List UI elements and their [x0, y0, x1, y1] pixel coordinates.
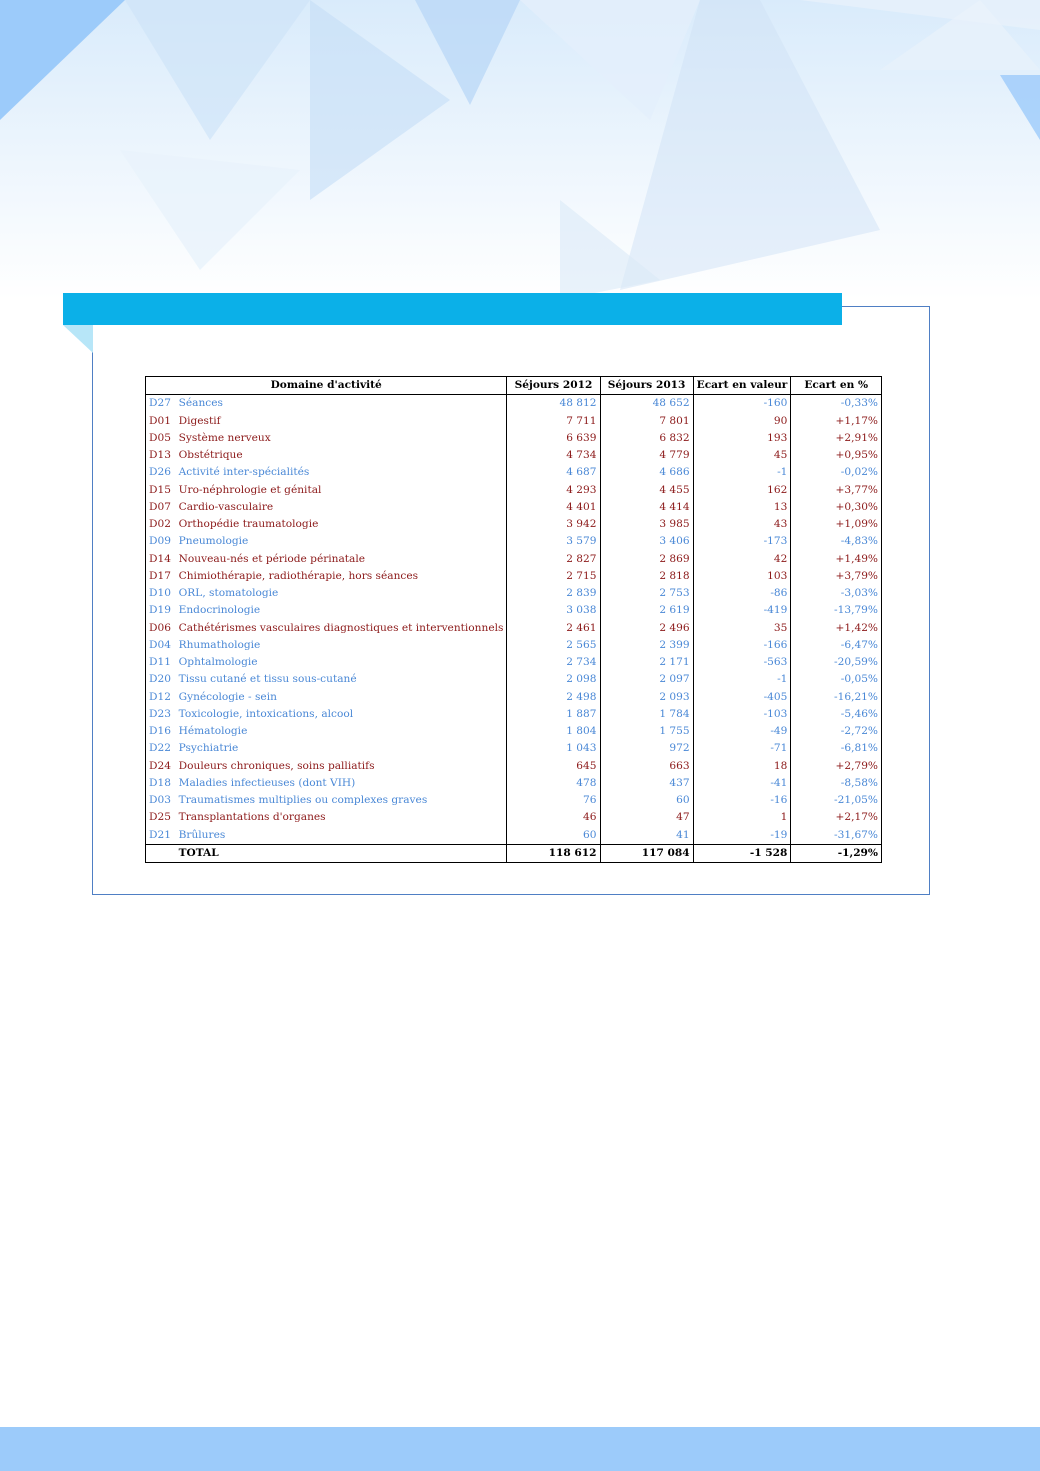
- table-row: [146, 637, 882, 654]
- row-sejours-2013: 2 097: [600, 671, 693, 688]
- row-ecart-pct: -4,83%: [791, 533, 882, 550]
- row-ecart-valeur: -173: [693, 533, 791, 550]
- table-row: [146, 792, 882, 809]
- table-row: [146, 827, 882, 845]
- row-ecart-pct: -0,02%: [791, 464, 882, 481]
- row-sejours-2013: 2 753: [600, 585, 693, 602]
- row-code: D16: [146, 723, 176, 740]
- row-code: D02: [146, 516, 176, 533]
- row-ecart-valeur: 43: [693, 516, 791, 533]
- table-row: [146, 758, 882, 775]
- table-row: [146, 775, 882, 792]
- row-sejours-2012: 3 942: [507, 516, 600, 533]
- row-ecart-pct: -0,33%: [791, 395, 882, 413]
- row-ecart-pct: +0,30%: [791, 499, 882, 516]
- row-sejours-2012: 2 827: [507, 551, 600, 568]
- row-sejours-2012: 2 098: [507, 671, 600, 688]
- row-label: Psychiatrie: [178, 742, 239, 755]
- row-code: D06: [146, 620, 176, 637]
- row-ecart-pct: -8,58%: [791, 775, 882, 792]
- row-ecart-pct: -31,67%: [791, 827, 882, 845]
- row-sejours-2013: 2 496: [600, 620, 693, 637]
- row-code: D15: [146, 482, 176, 499]
- row-code: D24: [146, 758, 176, 775]
- table-row: [146, 723, 882, 740]
- row-ecart-valeur: -103: [693, 706, 791, 723]
- row-sejours-2013: 2 869: [600, 551, 693, 568]
- row-code: D07: [146, 499, 176, 516]
- row-label: Tissu cutané et tissu sous-cutané: [178, 673, 357, 686]
- table-row: [146, 620, 882, 637]
- row-ecart-pct: +2,79%: [791, 758, 882, 775]
- table-row: [146, 689, 882, 706]
- row-ecart-pct: -16,21%: [791, 689, 882, 706]
- row-sejours-2013: 3 406: [600, 533, 693, 550]
- row-code: D25: [146, 809, 176, 826]
- row-label: Douleurs chroniques, soins palliatifs: [178, 759, 375, 772]
- row-sejours-2013: 7 801: [600, 413, 693, 430]
- row-sejours-2013: 1 755: [600, 723, 693, 740]
- row-sejours-2012: 4 687: [507, 464, 600, 481]
- row-code: D20: [146, 671, 176, 688]
- row-ecart-pct: +1,42%: [791, 620, 882, 637]
- row-sejours-2012: 2 461: [507, 620, 600, 637]
- row-ecart-valeur: 193: [693, 430, 791, 447]
- row-sejours-2012: 60: [507, 827, 600, 845]
- row-sejours-2012: 48 812: [507, 395, 600, 413]
- row-label: Digestif: [178, 414, 221, 427]
- row-ecart-pct: +1,09%: [791, 516, 882, 533]
- row-sejours-2013: 663: [600, 758, 693, 775]
- header-ecart-pct: Ecart en %: [791, 377, 882, 395]
- row-ecart-valeur: 18: [693, 758, 791, 775]
- row-ecart-pct: -3,03%: [791, 585, 882, 602]
- row-sejours-2012: 478: [507, 775, 600, 792]
- row-sejours-2013: 47: [600, 809, 693, 826]
- row-sejours-2012: 2 839: [507, 585, 600, 602]
- table-row: [146, 499, 882, 516]
- row-label: Gynécologie - sein: [178, 690, 277, 703]
- table-row: [146, 447, 882, 464]
- table-row: [146, 533, 882, 550]
- row-ecart-valeur: -563: [693, 654, 791, 671]
- row-code: D27: [146, 395, 176, 413]
- row-sejours-2012: 7 711: [507, 413, 600, 430]
- row-label: Pneumologie: [178, 535, 249, 548]
- total-ecart-valeur: -1 528: [693, 844, 791, 862]
- table-row: [146, 482, 882, 499]
- total-sejours-2012: 118 612: [507, 844, 600, 862]
- table-row: [146, 585, 882, 602]
- row-ecart-valeur: 35: [693, 620, 791, 637]
- row-sejours-2013: 972: [600, 740, 693, 757]
- row-sejours-2013: 6 832: [600, 430, 693, 447]
- row-sejours-2012: 1 887: [507, 706, 600, 723]
- row-ecart-valeur: -1: [693, 671, 791, 688]
- row-label: Ophtalmologie: [178, 656, 258, 669]
- row-label: Nouveau-nés et période périnatale: [178, 552, 366, 565]
- table-row: [146, 430, 882, 447]
- header-sejours-2013: Séjours 2013: [600, 377, 693, 395]
- row-sejours-2012: 1 043: [507, 740, 600, 757]
- row-sejours-2012: 4 401: [507, 499, 600, 516]
- row-ecart-valeur: -71: [693, 740, 791, 757]
- row-ecart-valeur: 103: [693, 568, 791, 585]
- row-sejours-2013: 4 686: [600, 464, 693, 481]
- row-sejours-2012: 4 293: [507, 482, 600, 499]
- bottom-band: [0, 1427, 1040, 1471]
- header-sejours-2012: Séjours 2012: [507, 377, 600, 395]
- row-sejours-2013: 2 619: [600, 602, 693, 619]
- table-row: [146, 551, 882, 568]
- row-sejours-2012: 3 579: [507, 533, 600, 550]
- row-ecart-pct: +1,49%: [791, 551, 882, 568]
- table-row: [146, 568, 882, 585]
- row-ecart-pct: -2,72%: [791, 723, 882, 740]
- row-code: D11: [146, 654, 176, 671]
- row-label: Toxicologie, intoxications, alcool: [178, 707, 354, 720]
- row-ecart-valeur: 90: [693, 413, 791, 430]
- row-code: D21: [146, 827, 176, 845]
- row-sejours-2013: 4 779: [600, 447, 693, 464]
- row-sejours-2012: 2 498: [507, 689, 600, 706]
- row-sejours-2012: 4 734: [507, 447, 600, 464]
- row-label: Cathétérismes vasculaires diagnostiques et interventionnels: [178, 621, 504, 634]
- row-sejours-2012: 645: [507, 758, 600, 775]
- row-ecart-pct: -20,59%: [791, 654, 882, 671]
- row-ecart-valeur: -41: [693, 775, 791, 792]
- row-sejours-2013: 41: [600, 827, 693, 845]
- row-sejours-2012: 2 565: [507, 637, 600, 654]
- row-label: Chimiothérapie, radiothérapie, hors séances: [178, 569, 419, 582]
- row-sejours-2012: 2 734: [507, 654, 600, 671]
- row-label: Traumatismes multiplies ou complexes graves: [178, 794, 428, 807]
- row-ecart-valeur: -49: [693, 723, 791, 740]
- row-sejours-2013: 48 652: [600, 395, 693, 413]
- title-bar-notch: [63, 325, 93, 353]
- row-sejours-2012: 2 715: [507, 568, 600, 585]
- row-code: D23: [146, 706, 176, 723]
- row-code: D10: [146, 585, 176, 602]
- row-code: D14: [146, 551, 176, 568]
- row-ecart-pct: -6,81%: [791, 740, 882, 757]
- row-ecart-pct: +1,17%: [791, 413, 882, 430]
- table-row: [146, 516, 882, 533]
- row-ecart-valeur: 13: [693, 499, 791, 516]
- table-row: [146, 654, 882, 671]
- row-sejours-2013: 4 455: [600, 482, 693, 499]
- table-header-row: [146, 377, 882, 395]
- row-ecart-valeur: -419: [693, 602, 791, 619]
- row-code: D12: [146, 689, 176, 706]
- row-label: Cardio-vasculaire: [178, 500, 274, 513]
- row-ecart-pct: -5,46%: [791, 706, 882, 723]
- row-sejours-2013: 2 093: [600, 689, 693, 706]
- table-body: [146, 395, 882, 845]
- header-ecart-valeur: Ecart en valeur: [693, 377, 791, 395]
- row-sejours-2013: 437: [600, 775, 693, 792]
- row-label: Activité inter-spécialités: [178, 466, 310, 479]
- row-label: ORL, stomatologie: [178, 587, 279, 600]
- row-ecart-pct: -0,05%: [791, 671, 882, 688]
- table-row: [146, 464, 882, 481]
- row-label: Uro-néphrologie et génital: [178, 483, 322, 496]
- row-code: D18: [146, 775, 176, 792]
- row-ecart-pct: -6,47%: [791, 637, 882, 654]
- row-ecart-valeur: 1: [693, 809, 791, 826]
- row-label: Orthopédie traumatologie: [178, 518, 319, 531]
- row-label: Séances: [178, 397, 223, 410]
- row-sejours-2013: 2 399: [600, 637, 693, 654]
- row-label: Maladies infectieuses (dont VIH): [178, 776, 356, 789]
- row-sejours-2012: 1 804: [507, 723, 600, 740]
- total-ecart-pct: -1,29%: [791, 844, 882, 862]
- row-code: D04: [146, 637, 176, 654]
- row-sejours-2012: 76: [507, 792, 600, 809]
- row-sejours-2013: 2 171: [600, 654, 693, 671]
- row-code: D05: [146, 430, 176, 447]
- row-code: D26: [146, 464, 176, 481]
- row-ecart-valeur: -405: [693, 689, 791, 706]
- row-code: D22: [146, 740, 176, 757]
- row-ecart-valeur: 162: [693, 482, 791, 499]
- table-row: [146, 671, 882, 688]
- row-ecart-valeur: -1: [693, 464, 791, 481]
- row-sejours-2012: 46: [507, 809, 600, 826]
- row-ecart-valeur: 45: [693, 447, 791, 464]
- table-row: [146, 809, 882, 826]
- row-code: D19: [146, 602, 176, 619]
- row-ecart-pct: -21,05%: [791, 792, 882, 809]
- total-row: [146, 844, 882, 862]
- row-label: Hématologie: [178, 725, 248, 738]
- row-ecart-valeur: -19: [693, 827, 791, 845]
- row-sejours-2013: 3 985: [600, 516, 693, 533]
- row-label: Transplantations d'organes: [178, 811, 326, 824]
- row-code: D01: [146, 413, 176, 430]
- row-ecart-valeur: 42: [693, 551, 791, 568]
- row-sejours-2013: 2 818: [600, 568, 693, 585]
- row-sejours-2013: 60: [600, 792, 693, 809]
- row-ecart-valeur: -166: [693, 637, 791, 654]
- row-ecart-pct: +3,79%: [791, 568, 882, 585]
- activity-table: [145, 376, 882, 863]
- decorative-background: [0, 0, 1040, 300]
- row-label: Endocrinologie: [178, 604, 261, 617]
- row-code: D03: [146, 792, 176, 809]
- table-row: [146, 602, 882, 619]
- row-code: D09: [146, 533, 176, 550]
- table-row: [146, 740, 882, 757]
- row-label: Brûlures: [178, 828, 226, 841]
- row-sejours-2012: 6 639: [507, 430, 600, 447]
- row-ecart-pct: +3,77%: [791, 482, 882, 499]
- row-ecart-valeur: -86: [693, 585, 791, 602]
- row-sejours-2013: 1 784: [600, 706, 693, 723]
- row-ecart-pct: -13,79%: [791, 602, 882, 619]
- total-sejours-2013: 117 084: [600, 844, 693, 862]
- total-label: TOTAL: [176, 844, 507, 862]
- row-label: Système nerveux: [178, 431, 271, 444]
- row-label: Obstétrique: [178, 449, 243, 462]
- row-code: D13: [146, 447, 176, 464]
- row-ecart-pct: +0,95%: [791, 447, 882, 464]
- header-domaine: Domaine d'activité: [146, 377, 507, 395]
- row-sejours-2013: 4 414: [600, 499, 693, 516]
- row-ecart-pct: +2,17%: [791, 809, 882, 826]
- row-label: Rhumathologie: [178, 638, 261, 651]
- row-ecart-pct: +2,91%: [791, 430, 882, 447]
- table-row: [146, 706, 882, 723]
- row-ecart-valeur: -16: [693, 792, 791, 809]
- row-ecart-valeur: -160: [693, 395, 791, 413]
- table-row: [146, 395, 882, 413]
- row-code: D17: [146, 568, 176, 585]
- row-sejours-2012: 3 038: [507, 602, 600, 619]
- title-bar: [63, 293, 842, 325]
- table-row: [146, 413, 882, 430]
